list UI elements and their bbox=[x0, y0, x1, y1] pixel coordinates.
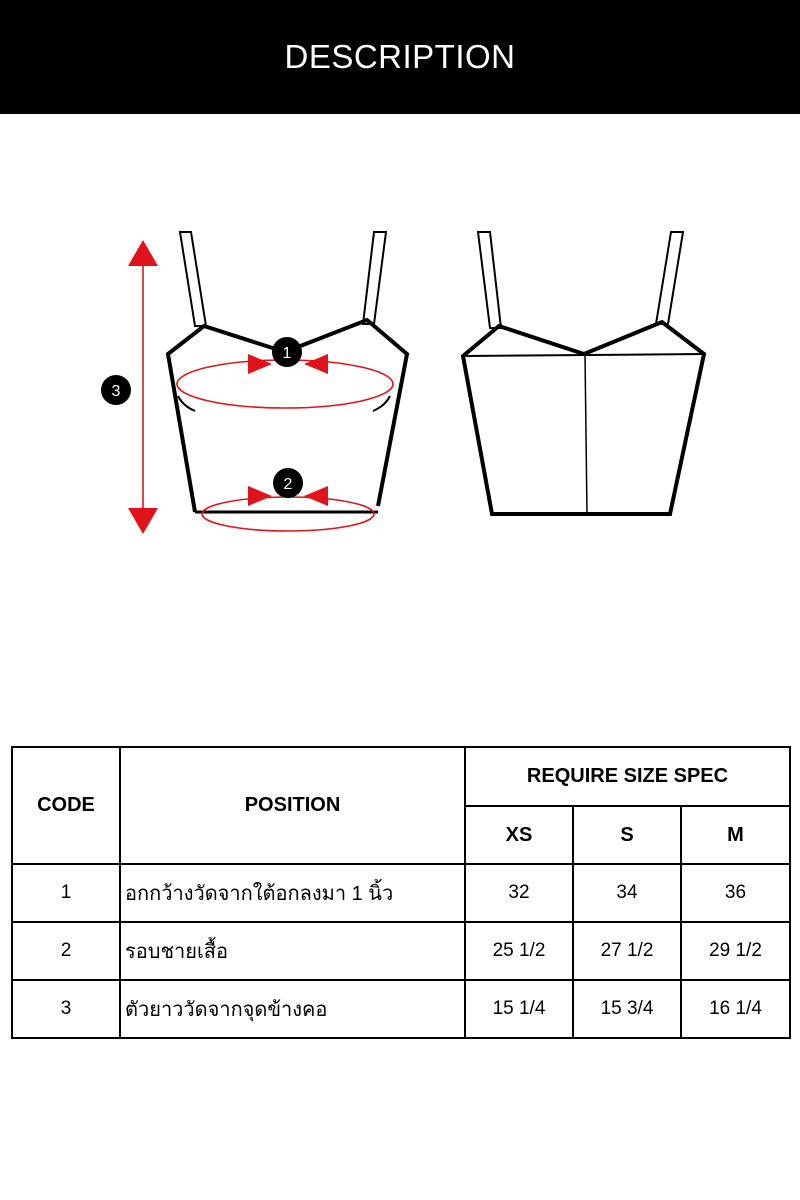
hem-measure-ellipse bbox=[202, 497, 374, 531]
row-value-m: 36 bbox=[681, 864, 790, 922]
back-top-band bbox=[463, 354, 704, 356]
front-right-strap bbox=[363, 232, 386, 324]
back-view bbox=[463, 232, 704, 514]
size-spec-table bbox=[11, 746, 791, 1039]
row-value-xs: 15 1/4 bbox=[465, 980, 573, 1038]
row-value-xs: 25 1/2 bbox=[465, 922, 573, 980]
header-size-s: S bbox=[573, 806, 681, 864]
back-center-seam bbox=[585, 354, 587, 514]
chest-measure-ellipse bbox=[177, 360, 393, 408]
table-row bbox=[12, 922, 790, 980]
row-value-s: 27 1/2 bbox=[573, 922, 681, 980]
header-code: CODE bbox=[12, 747, 120, 864]
row-value-s: 15 3/4 bbox=[573, 980, 681, 1038]
header-size-xs: XS bbox=[465, 806, 573, 864]
front-view bbox=[101, 232, 407, 534]
marker-1 bbox=[272, 337, 302, 367]
front-left-dart bbox=[178, 396, 195, 411]
back-right-strap bbox=[656, 232, 683, 324]
hem-arrow-left bbox=[248, 486, 272, 506]
row-position: อกกว้างวัดจากใต้อกลงมา 1 นิ้ว bbox=[120, 864, 465, 922]
front-left-strap bbox=[180, 232, 206, 326]
back-left-strap bbox=[478, 232, 501, 328]
row-code: 2 bbox=[12, 922, 120, 980]
table-header-row bbox=[12, 747, 790, 806]
header-position: POSITION bbox=[120, 747, 465, 864]
marker-1-label: 1 bbox=[282, 345, 292, 362]
chest-arrow-left bbox=[248, 354, 272, 374]
header-size-spec: REQUIRE SIZE SPEC bbox=[465, 747, 790, 806]
page-title: DESCRIPTION bbox=[284, 38, 516, 75]
marker-2-label: 2 bbox=[283, 476, 293, 493]
table-row bbox=[12, 980, 790, 1038]
front-right-dart bbox=[373, 396, 390, 411]
length-arrow-top bbox=[128, 240, 158, 266]
table-row bbox=[12, 864, 790, 922]
header-size-m: M bbox=[681, 806, 790, 864]
row-code: 1 bbox=[12, 864, 120, 922]
marker-2 bbox=[273, 468, 303, 498]
back-body-outline bbox=[463, 322, 704, 514]
row-value-m: 29 1/2 bbox=[681, 922, 790, 980]
hem-arrow-right bbox=[304, 486, 328, 506]
row-value-m: 16 1/4 bbox=[681, 980, 790, 1038]
row-position: รอบชายเสื้อ bbox=[120, 922, 465, 980]
row-value-s: 34 bbox=[573, 864, 681, 922]
row-code: 3 bbox=[12, 980, 120, 1038]
garment-diagram bbox=[0, 114, 800, 674]
marker-3 bbox=[101, 375, 131, 405]
chest-arrow-right bbox=[304, 354, 328, 374]
marker-3-label: 3 bbox=[111, 383, 121, 400]
header-bar bbox=[0, 0, 800, 114]
row-value-xs: 32 bbox=[465, 864, 573, 922]
row-position: ตัวยาววัดจากจุดข้างคอ bbox=[120, 980, 465, 1038]
length-arrow-bottom bbox=[128, 508, 158, 534]
